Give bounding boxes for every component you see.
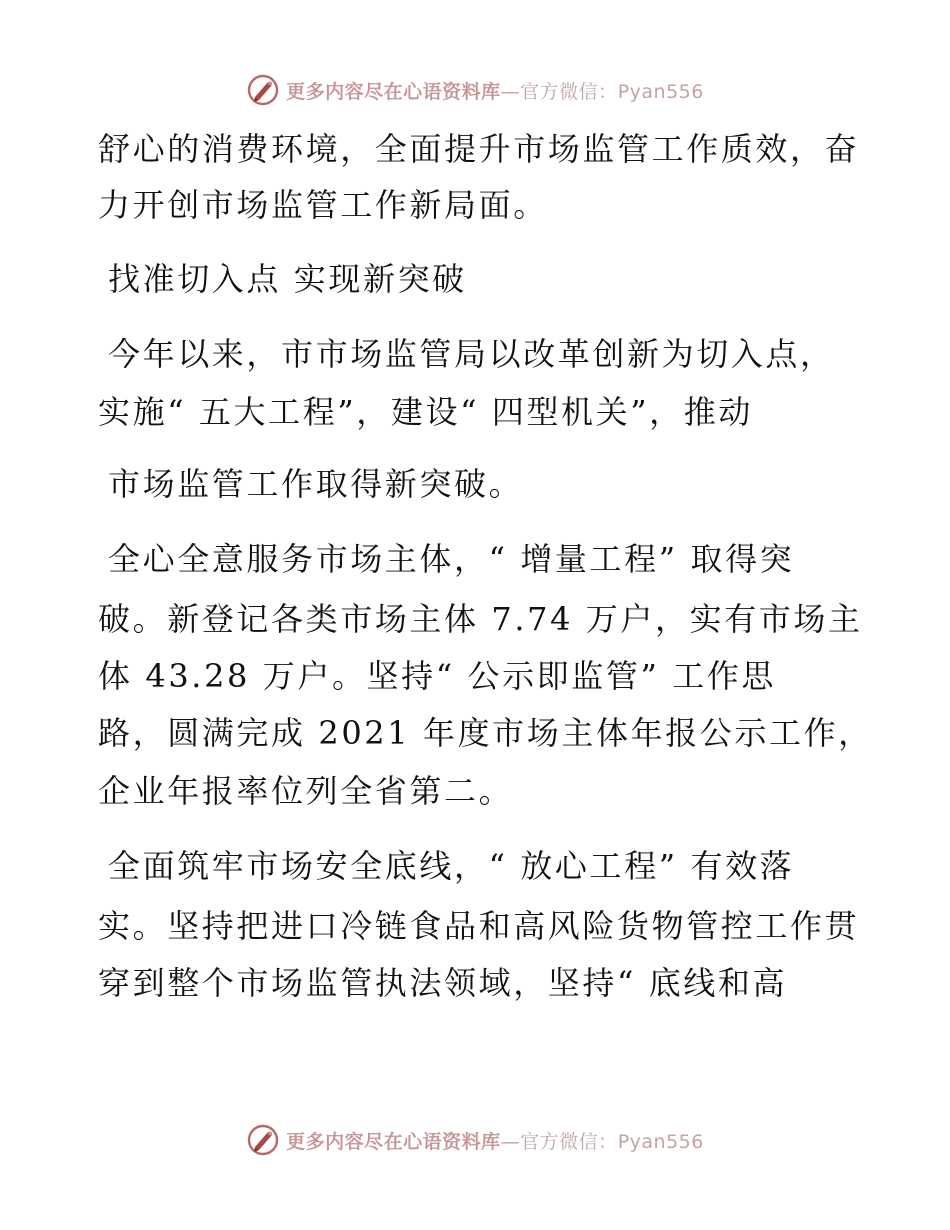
pen-circle-logo-icon: [246, 73, 280, 107]
watermark-text: [286, 77, 704, 104]
watermark-text: [286, 1127, 704, 1154]
body-line: 体 43.28 万户。坚持“ 公示即监管” 工作思: [98, 657, 777, 695]
watermark-brand: 更多内容尽在心语资料库: [286, 80, 501, 103]
body-line: 企业年报率位列全省第二。: [98, 772, 514, 810]
body-line: 破。新登记各类市场主体 7.74 万户，实有市场主: [98, 600, 863, 638]
body-line: 实施“ 五大工程”，建设“ 四型机关”，推动: [98, 393, 753, 431]
body-line: 路，圆满完成 2021 年度市场主体年报公示工作，: [98, 714, 873, 752]
footer-watermark: [0, 1120, 950, 1160]
watermark-official: 官方微信：: [520, 1130, 618, 1153]
section-heading: 找准切入点 实现新突破: [108, 260, 467, 298]
body-line: 穿到整个市场监管执法领域，坚持“ 底线和高: [98, 964, 788, 1002]
body-line: 市场监管工作取得新突破。: [108, 465, 524, 503]
watermark-official: 官方微信：: [520, 80, 618, 103]
body-line: 今年以来，市市场监管局以改革创新为切入点，: [108, 335, 835, 373]
watermark-dash: —: [500, 80, 521, 103]
watermark-account: Pyan556: [617, 1130, 704, 1153]
body-line: 舒心的消费环境，全面提升市场监管工作质效，奋: [98, 130, 860, 168]
pen-circle-logo-icon: [246, 1123, 280, 1157]
body-line: 全面筑牢市场安全底线，“ 放心工程” 有效落: [108, 847, 795, 885]
body-line: 全心全意服务市场主体，“ 增量工程” 取得突: [108, 540, 795, 578]
watermark-brand: 更多内容尽在心语资料库: [286, 1130, 501, 1153]
body-line: 实。坚持把进口冷链食品和高风险货物管控工作贯: [98, 907, 860, 945]
watermark-account: Pyan556: [617, 80, 704, 103]
header-watermark: [0, 70, 950, 110]
watermark-dash: —: [500, 1130, 521, 1153]
body-line: 力开创市场监管工作新局面。: [98, 186, 548, 224]
